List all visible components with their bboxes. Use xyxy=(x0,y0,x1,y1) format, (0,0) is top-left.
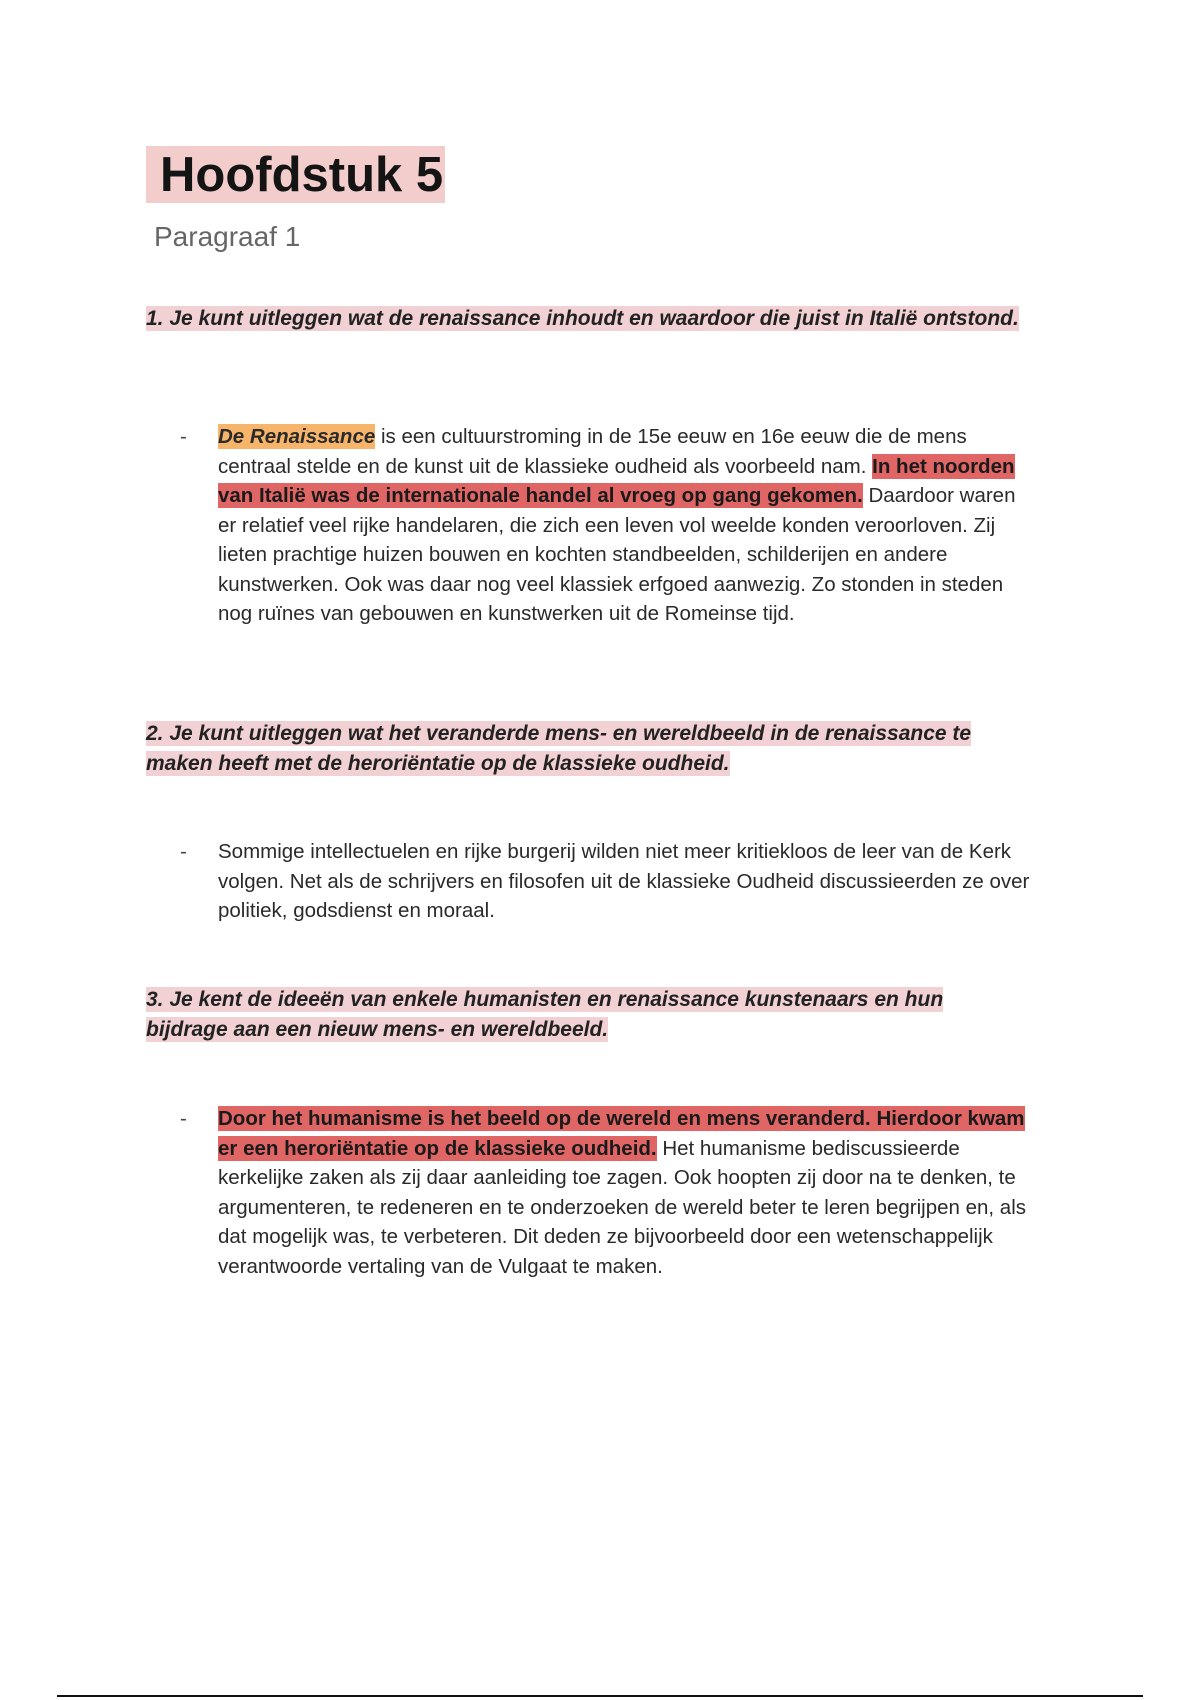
bullet-dash: - xyxy=(180,425,187,448)
question-3 xyxy=(146,985,1026,1045)
answer-2 xyxy=(180,837,1038,926)
page-subtitle: Paragraaf 1 xyxy=(154,221,301,252)
answer-3 xyxy=(180,1104,1038,1281)
bullet-dash: - xyxy=(180,840,187,863)
page-title: Hoofdstuk 5 xyxy=(160,148,444,202)
answer-1 xyxy=(180,422,1038,629)
answer-2-body: Sommige intellectuelen en rijke burgerij wilden niet meer kritiekloos de leer van de Kerk volgen. Net als de schrijvers en filosofen uit de klassieke Oudheid discussieerden ze over politiek, godsdienst en moraal. xyxy=(218,840,1030,922)
question-1 xyxy=(146,304,1026,334)
term-renaissance: De Renaissance xyxy=(218,425,376,448)
answer-1-part1: is een cultuurstroming in de 15e eeuw en 16e eeuw die de mens centraal stelde en de kunst uit de klassieke oudheid als voorbeeld nam. xyxy=(218,425,967,478)
answer-3-text: Het humanisme bediscussieerde kerkelijke zaken als zij daar aanleiding toe zagen. Ook hoopten zij door na te denken, te argumenteren, te redeneren en te onderzoeken de wereld beter te leren begrijpen en, als dat mogelijk was, te verbeteren. Dit deden ze bijvoorbeeld door een wetenschappelijk verantwoorde vertaling van de Vulgaat te maken. xyxy=(218,1136,1027,1278)
question-2 xyxy=(146,719,1026,779)
question-2-text: 2. Je kunt uitleggen wat het veranderde mens- en wereldbeeld in de renaissance te maken heeft met de heroriëntatie op de klassieke oudheid. xyxy=(146,722,972,775)
question-1-text: 1. Je kunt uitleggen wat de renaissance inhoudt en waardoor die juist in Italië ontstond. xyxy=(146,307,1019,330)
answer-1-highlight: In het noorden van Italië was de internationale handel al vroeg op gang gekomen. xyxy=(218,454,1015,507)
answer-3-highlight: Door het humanisme is het beeld op de wereld en mens veranderd. Hierdoor kwam er een heroriëntatie op de klassieke oudheid. xyxy=(218,1107,1025,1160)
title-highlight xyxy=(146,146,445,203)
question-3-text: 3. Je kent de ideeën van enkele humanisten en renaissance kunstenaars en hun bijdrage aan een nieuw mens- en wereldbeeld. xyxy=(146,988,944,1041)
answer-1-body xyxy=(218,422,1038,629)
answer-3-body xyxy=(218,1104,1038,1281)
bullet-dash: - xyxy=(180,1107,187,1130)
page-bottom-divider xyxy=(57,1695,1143,1697)
answer-1-part2: Daardoor waren er relatief veel rijke handelaren, die zich een leven vol weelde konden veroorloven. Zij lieten prachtige huizen bouwen en kochten standbeelden, schilderijen en andere kunstwerken. Ook was daar nog veel klassiek erfgoed aanwezig. Zo stonden in steden nog ruïnes van gebouwen en kunstwerken uit de Romeinse tijd. xyxy=(218,484,1016,625)
